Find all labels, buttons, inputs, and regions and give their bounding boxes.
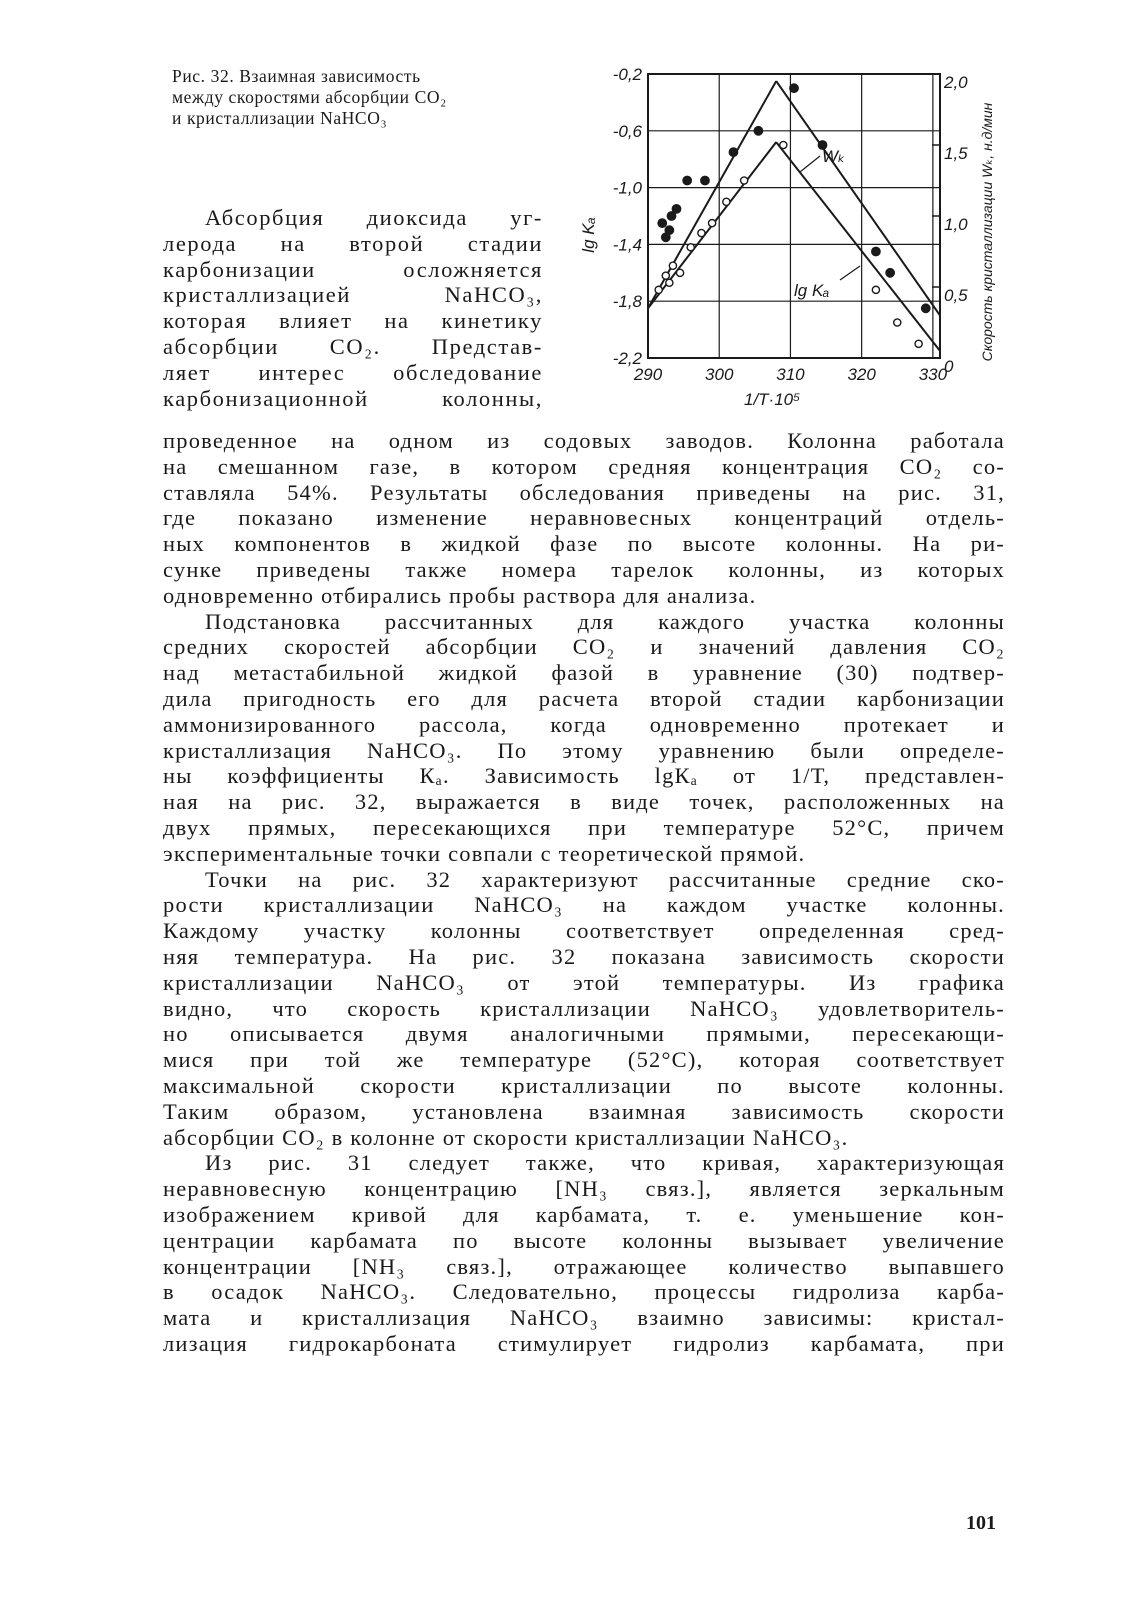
y-tick-right-label: 2,0	[944, 73, 968, 92]
label-leader-wk	[800, 156, 820, 172]
text-line: кристаллизации NaHCO₃ от этой температуры. Из графика	[163, 969, 1005, 995]
data-point-wk	[872, 247, 880, 255]
text-line: ляет интерес обследование	[163, 359, 543, 385]
main-text	[163, 428, 1005, 1357]
y-tick-right-label: 1,0	[944, 215, 968, 234]
text-line: абсорбции СО₂ в колонне от скорости кристаллизации NaHCO₃.	[163, 1124, 849, 1150]
data-point-lgka	[698, 229, 705, 236]
y-tick-left-label: -1,8	[612, 292, 642, 312]
text-line: где показано изменение неравновесных концентраций отдель-	[163, 505, 1005, 531]
page-number: 101	[966, 1512, 996, 1534]
text-line: Точки на рис. 32 характеризуют рассчитанные средние ско-	[205, 866, 1005, 892]
text-line: Каждому участку колонны соответствует определенная сред-	[163, 918, 1005, 944]
y-tick-left-label: -0,6	[612, 121, 642, 141]
text-line: неравновесную концентрацию [NH₃ связ.], является зеркальным	[163, 1176, 1005, 1202]
data-point-wk	[729, 148, 737, 156]
data-point-lgka	[723, 198, 730, 205]
caption-line: между скоростями абсорбции СО₂	[172, 87, 447, 107]
text-line: одновременно отбирались пробы раствора для анализа.	[163, 582, 757, 608]
text-line: на смешанном газе, в котором средняя концентрация СО₂ со-	[163, 453, 1005, 479]
text-line: центрации карбамата по высоте колонны вызывает увеличение	[163, 1227, 1005, 1253]
plot-frame	[648, 74, 940, 358]
text-line: в осадок NaHCO₃. Следовательно, процессы гидролиза карба-	[163, 1279, 1005, 1305]
data-point-lgka	[741, 177, 748, 184]
chart-lines	[648, 81, 940, 351]
data-point-wk	[754, 127, 762, 135]
x-tick-label: 310	[776, 365, 805, 384]
text-line: Из рис. 31 следует также, что кривая, характеризующая	[205, 1150, 1005, 1176]
text-line: ставляла 54%. Результаты обследования приведены на рис. 31,	[163, 479, 1005, 505]
data-point-lgka	[687, 244, 694, 251]
data-point-lgka	[669, 262, 676, 269]
y-tick-right-label: 1,5	[944, 144, 968, 163]
figure-caption	[172, 66, 552, 129]
y-tick-right-label: 0	[944, 357, 954, 376]
text-line: но описывается двумя аналогичными прямыми, пересекающи-	[163, 1021, 1005, 1047]
data-point-lgka	[676, 269, 683, 276]
text-line: двух прямых, пересекающихся при температуре 52°С, причем	[163, 814, 1005, 840]
data-point-wk	[683, 176, 691, 184]
data-point-lgka	[894, 319, 901, 326]
text-line: которая влияет на кинетику	[163, 308, 543, 334]
text-line: абсорбции СО₂. Представ-	[163, 333, 543, 359]
data-point-wk	[658, 219, 666, 227]
text-line: мися при той же температуре (52°С), которая соответствует	[163, 1047, 1005, 1073]
data-point-lgka	[708, 220, 715, 227]
y-tick-left-label: -1,0	[612, 178, 642, 198]
data-point-wk	[665, 226, 673, 234]
y-tick-right-label: 0,5	[944, 286, 968, 305]
text-line: няя температура. На рис. 32 показана зависимость скорости	[163, 943, 1005, 969]
chart-grid	[648, 74, 940, 358]
text-line: видно, что скорость кристаллизации NaHCO₃ удовлетворитель-	[163, 995, 1005, 1021]
data-point-wk	[790, 84, 798, 92]
series-line-lgka	[776, 142, 940, 351]
wrapped-paragraph	[163, 205, 543, 411]
text-line: ная на рис. 32, выражается в виде точек, расположенных на	[163, 789, 1005, 815]
y-axis-right-label: Скорость кристаллизации Wₖ, н.д/мин	[979, 102, 995, 362]
text-line: изображением кривой для карбамата, т. е. уменьшение кон-	[163, 1201, 1005, 1227]
text-line: рости кристаллизации NaHCO₃ на каждом участке колонны.	[163, 892, 1005, 918]
text-line: проведенное на одном из содовых заводов. Колонна работала	[163, 428, 1005, 453]
chart-svg	[572, 60, 1004, 420]
text-line: аммонизированного рассола, когда одновременно протекает и	[163, 711, 1005, 737]
data-point-lgka	[666, 279, 673, 286]
text-line: мата и кристаллизация NaHCO₃ взаимно зависимы: кристал-	[163, 1305, 1005, 1331]
text-line: лизация гидрокарбоната стимулирует гидролиз карбамата, при	[163, 1330, 1005, 1356]
data-point-lgka	[872, 286, 879, 293]
data-point-wk	[886, 269, 894, 277]
x-tick-label: 290	[633, 365, 663, 384]
data-point-wk	[922, 304, 930, 312]
text-line: Таким образом, установлена взаимная зависимость скорости	[163, 1098, 1005, 1124]
x-tick-label: 330	[918, 365, 948, 384]
caption-line: Рис. 32. Взаимная зависимость	[172, 66, 421, 86]
data-point-wk	[672, 205, 680, 213]
series-label-lgka: lg Kₐ	[794, 281, 830, 300]
text-line: Абсорбция диоксида уг-	[205, 205, 543, 230]
text-line: дила пригодность его для расчета второй стадии карбонизации	[163, 685, 1005, 711]
data-point-lgka	[780, 141, 787, 148]
text-line: максимальной скорости кристаллизации по высоте колонны.	[163, 1072, 1005, 1098]
text-line: экспериментальные точки совпали с теоретической прямой.	[163, 840, 806, 866]
text-line: карбонизации осложняется	[163, 256, 543, 282]
text-line: кристаллизация NaHCO₃. По этому уравнению были определе-	[163, 737, 1005, 763]
y-tick-left-label: -0,2	[612, 65, 642, 84]
x-tick-label: 320	[847, 365, 876, 384]
text-line: карбонизационной колонны,	[163, 385, 543, 411]
text-line: ны коэффициенты Кₐ. Зависимость lgКₐ от 1/Т, представлен-	[163, 763, 1005, 789]
text-line: лерода на второй стадии	[163, 230, 543, 256]
x-axis-label: 1/T·10⁵	[744, 390, 801, 409]
y-tick-left-label: -1,4	[612, 235, 642, 255]
text-line: сунке приведены также номера тарелок колонны, из которых	[163, 556, 1005, 582]
text-line: кристаллизацией NaHCO₃,	[163, 282, 543, 308]
data-point-lgka	[915, 340, 922, 347]
text-line: концентрации [NH₃ связ.], отражающее количество выпавшего	[163, 1253, 1005, 1279]
data-point-lgka	[662, 272, 669, 279]
series-label-wk: Wₖ	[822, 147, 846, 166]
figure-32-chart	[572, 60, 1004, 420]
text-line: над метастабильной жидкой фазой в уравнение (30) подтвер-	[163, 660, 1005, 686]
caption-line: и кристаллизации NaHCO₃	[172, 108, 388, 128]
y-tick-left-label: -2,2	[612, 349, 642, 368]
text-line: средних скоростей абсорбции СО₂ и значений давления СО₂	[163, 634, 1005, 660]
text-line: Подстановка рассчитанных для каждого участка колонны	[205, 608, 1005, 634]
y-axis-left-label: lg Kₐ	[579, 217, 598, 253]
x-tick-label: 300	[705, 365, 734, 384]
text-line: ных компонентов в жидкой фазе по высоте колонны. На ри-	[163, 531, 1005, 557]
chart-points	[655, 84, 930, 347]
data-point-lgka	[655, 286, 662, 293]
label-leader-lgka	[840, 266, 860, 280]
data-point-wk	[701, 176, 709, 184]
